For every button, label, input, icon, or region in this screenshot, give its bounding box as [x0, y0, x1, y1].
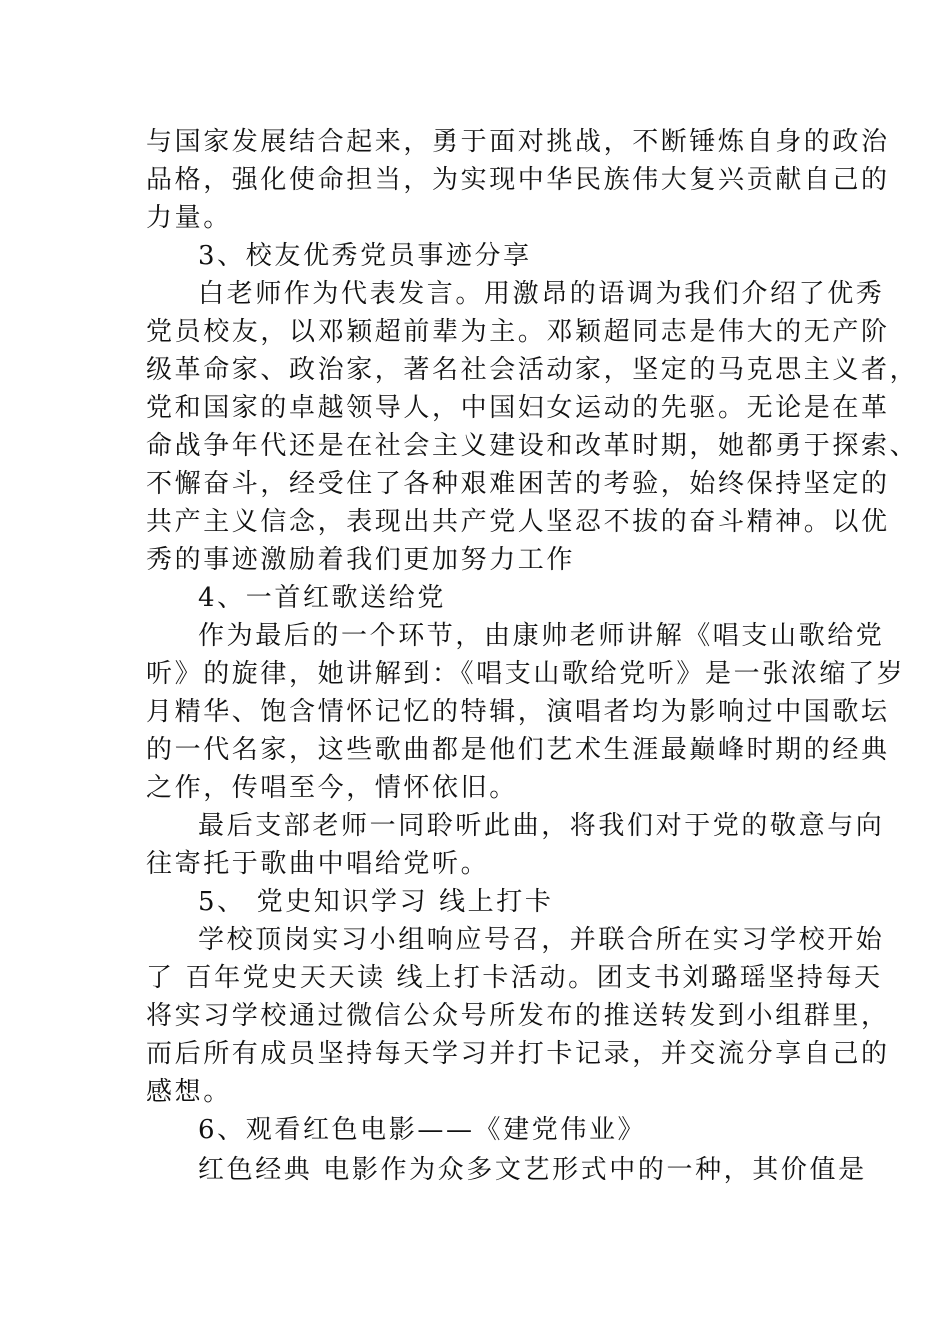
paragraph-first-line: 学校顶岗实习小组响应号召，并联合所在实习学校开始	[198, 925, 885, 955]
paragraph-first-line: 作为最后的一个环节，由康帅老师讲解《唱支山歌给党	[198, 621, 885, 651]
text-line: 往寄托于歌曲中唱给党听。	[146, 849, 490, 879]
text-line: 月精华、饱含情怀记忆的特辑，演唱者均为影响过中国歌坛	[146, 697, 890, 727]
section-heading-6: 6、观看红色电影——《建党伟业》	[198, 1115, 647, 1145]
section-heading-4: 4、一首红歌送给党	[198, 583, 446, 613]
text-line: 品格，强化使命担当，为实现中华民族伟大复兴贡献自己的	[146, 165, 890, 195]
text-line: 力量。	[146, 203, 232, 233]
text-line: 将实习学校通过微信公众号所发布的推送转发到小组群里，	[146, 1001, 890, 1031]
text-line: 与国家发展结合起来，勇于面对挑战，不断锤炼自身的政治	[146, 127, 890, 157]
text-line: 共产主义信念，表现出共产党人坚忍不拔的奋斗精神。以优	[146, 507, 890, 537]
paragraph-first-line: 白老师作为代表发言。用激昂的语调为我们介绍了优秀	[198, 279, 885, 309]
paragraph-first-line: 红色经典 电影作为众多文艺形式中的一种，其价值是	[198, 1155, 867, 1185]
text-line: 听》的旋律，她讲解到：《唱支山歌给党听》是一张浓缩了岁	[146, 659, 906, 689]
section-heading-3: 3、校友优秀党员事迹分享	[198, 241, 532, 271]
text-line: 的一代名家，这些歌曲都是他们艺术生涯最巅峰时期的经典	[146, 735, 890, 765]
text-line: 了 百年党史天天读 线上打卡活动。团支书刘璐瑶坚持每天	[146, 963, 883, 993]
section-heading-5: 5、 党史知识学习 线上打卡	[198, 887, 554, 917]
paragraph-first-line: 最后支部老师一同聆听此曲，将我们对于党的敬意与向	[198, 811, 885, 841]
text-line: 之作，传唱至今，情怀依旧。	[146, 773, 518, 803]
text-line: 感想。	[146, 1077, 232, 1107]
text-line: 秀的事迹激励着我们更加努力工作	[146, 545, 576, 575]
text-line: 命战争年代还是在社会主义建设和改革时期，她都勇于探索、	[146, 431, 919, 461]
text-line: 不懈奋斗，经受住了各种艰难困苦的考验，始终保持坚定的	[146, 469, 890, 499]
text-line: 党员校友，以邓颖超前辈为主。邓颖超同志是伟大的无产阶	[146, 317, 890, 347]
text-line: 党和国家的卓越领导人，中国妇女运动的先驱。无论是在革	[146, 393, 890, 423]
text-line: 而后所有成员坚持每天学习并打卡记录，并交流分享自己的	[146, 1039, 890, 1069]
text-line: 级革命家、政治家，著名社会活动家，坚定的马克思主义者，	[146, 355, 919, 385]
